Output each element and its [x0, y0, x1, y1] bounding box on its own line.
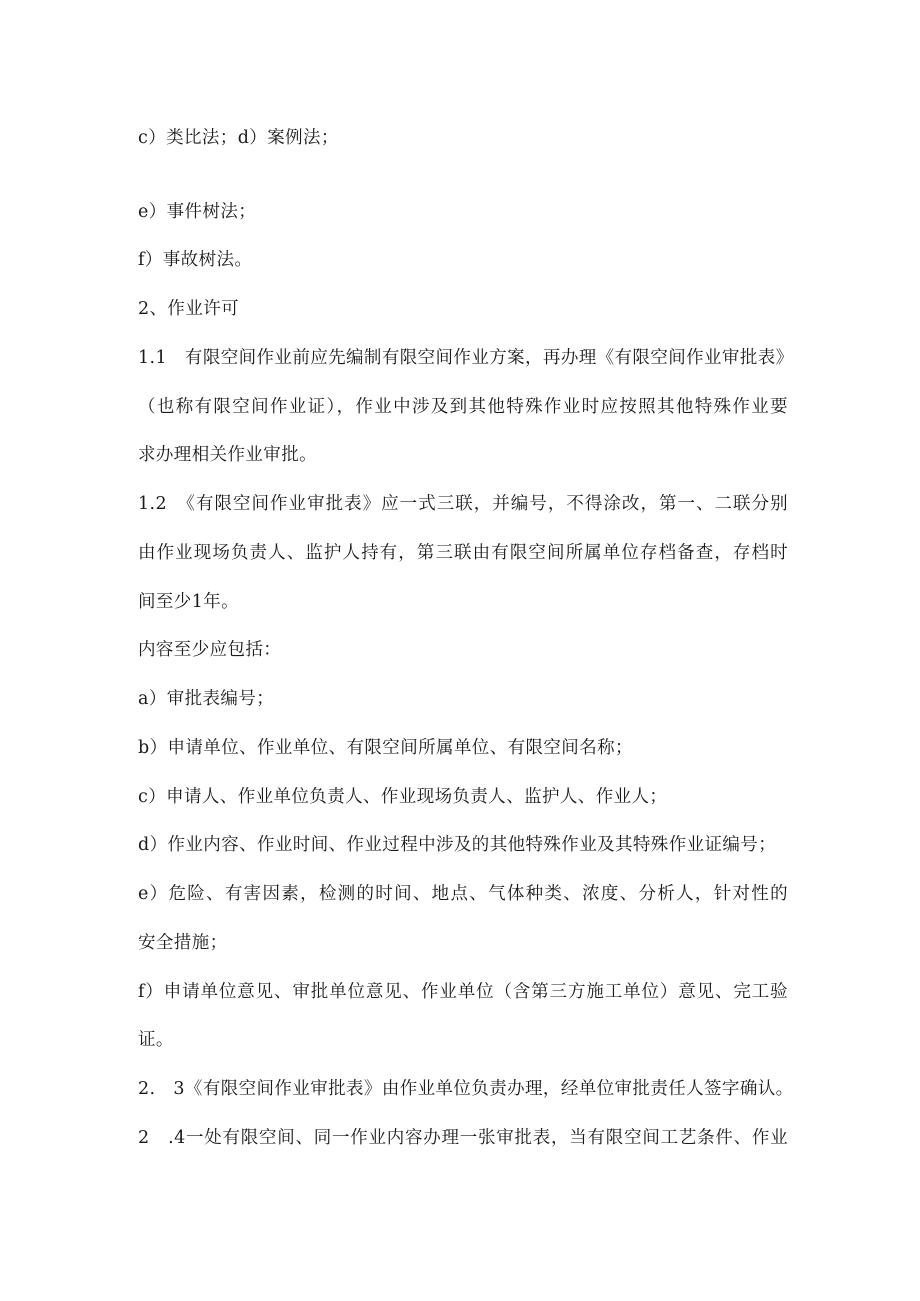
section-heading-work-permit: 2、作业许可 [138, 299, 240, 319]
paragraph-1-1-line-1: 1.1 有限空间作业前应先编制有限空间作业方案，再办理《有限空间作业审批表》 [138, 348, 794, 368]
list-item-d: d）作业内容、作业时间、作业过程中涉及的其他特殊作业及其特殊作业证编号； [138, 835, 777, 855]
paragraph-1-1-line-3: 求办理相关作业审批。 [138, 445, 317, 465]
paragraph-2-4-line-1: 2 .4一处有限空间、同一作业内容办理一张审批表，当有限空间工艺条件、作业 [138, 1128, 788, 1148]
paragraph-1-2-line-3: 间至少1年。 [138, 592, 240, 612]
paragraph-1-2-line-2: 由作业现场负责人、监护人持有，第三联由有限空间所属单位存档备查，存档时 [138, 543, 788, 563]
list-item-e-line-2: 安全措施； [138, 933, 228, 953]
text-line-method-f: f）事故树法。 [138, 250, 253, 270]
text-line-contents-intro: 内容至少应包括： [138, 640, 282, 660]
list-item-f-line-2: 证。 [138, 1030, 174, 1050]
paragraph-1-2-line-1: 1.2 《有限空间作业审批表》应一式三联，并编号，不得涂改，第一、二联分别 [138, 494, 788, 514]
text-line-methods-c-d: c）类比法；d）案例法； [138, 128, 339, 148]
list-item-c: c）申请人、作业单位负责人、作业现场负责人、监护人、作业人； [138, 787, 668, 807]
text-line-method-e: e）事件树法； [138, 202, 257, 222]
paragraph-1-1-line-2: （也称有限空间作业证），作业中涉及到其他特殊作业时应按照其他特殊作业要 [138, 397, 788, 417]
list-item-f-line-1: f）申请单位意见、审批单位意见、作业单位（含第三方施工单位）意见、完工验 [138, 982, 788, 1002]
paragraph-2-3: 2. 3《有限空间作业审批表》由作业单位负责办理，经单位审批责任人签字确认。 [138, 1079, 794, 1099]
list-item-e-line-1: e）危险、有害因素，检测的时间、地点、气体种类、浓度、分析人，针对性的 [138, 884, 788, 904]
list-item-a: a）审批表编号； [138, 689, 275, 709]
list-item-b: b）申请单位、作业单位、有限空间所属单位、有限空间名称； [138, 738, 633, 758]
